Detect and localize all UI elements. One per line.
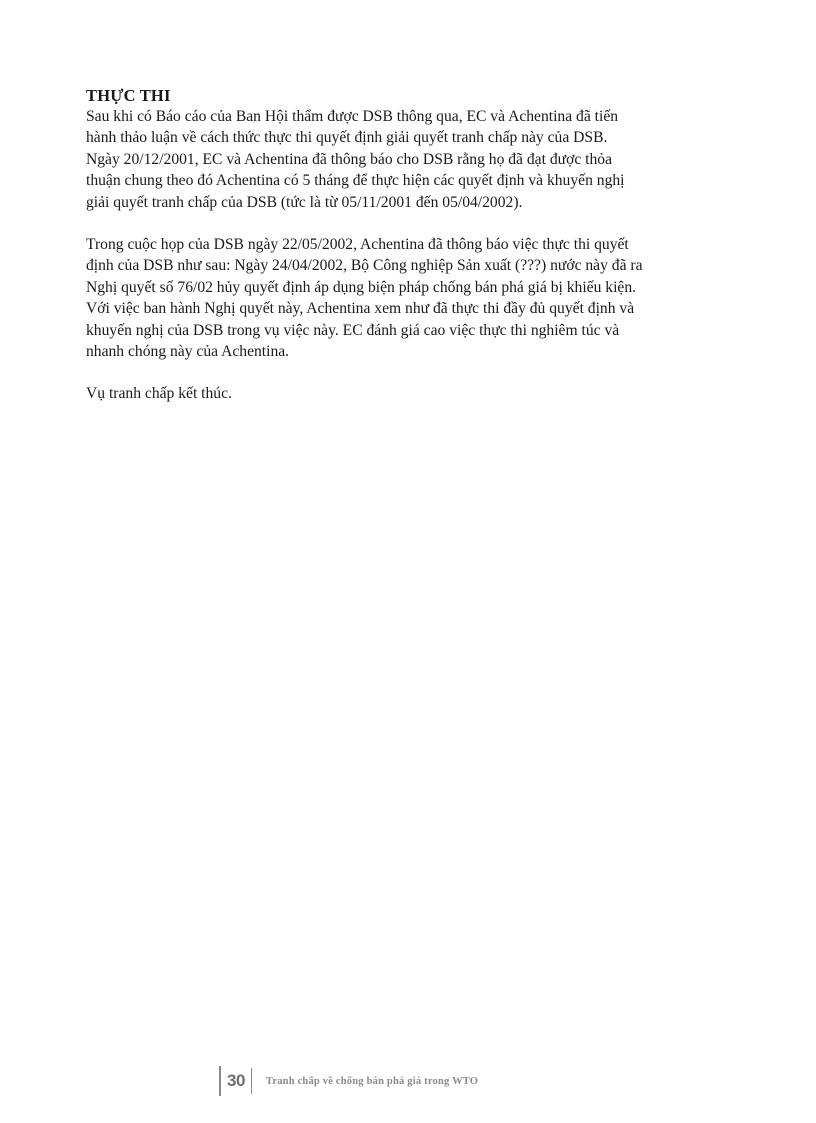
paragraph-line: Sau khi có Báo cáo của Ban Hội thẩm được DSB thông qua, EC và Achentina đã tiến [86,108,619,125]
paragraph-line: Vụ tranh chấp kết thúc. [86,385,232,403]
document-body [86,86,736,426]
paragraph-line: thuận chung theo đó Achentina có 5 tháng để thực hiện các quyết định và khuyến nghị [86,172,625,190]
paragraph-2 [86,234,736,362]
paragraph-line: giải quyết tranh chấp của DSB (tức là từ 05/11/2001 đến 05/04/2002). [86,193,523,211]
paragraph-line: định của DSB như sau: Ngày 24/04/2002, Bộ Công nghiệp Sản xuất (???) nước này đã ra [86,257,643,275]
paragraph-1 [86,106,736,213]
paragraph-line: Nghị quyết số 76/02 hủy quyết định áp dụng biện pháp chống bán phá giá bị khiếu kiện. [86,278,637,296]
page-number: 30 [227,1071,245,1090]
section-heading: THỰC THI [86,86,171,105]
paragraph-line: hành thảo luận về cách thức thực thi quyết định giải quyết tranh chấp này của DSB. [86,129,608,147]
paragraph-line: Trong cuộc họp của DSB ngày 22/05/2002, Achentina đã thông báo việc thực thi quyết [86,236,629,254]
paragraph-line: nhanh chóng này của Achentina. [86,343,290,361]
running-title: Tranh chấp về chống bán phá giá trong WTO [265,1075,479,1087]
paragraph-line: Với việc ban hành Nghị quyết này, Achentina xem như đã thực thi đầy đủ quyết định và [86,300,635,318]
paragraph-3 [86,383,736,404]
page-footer [219,1066,478,1096]
paragraph-line: khuyến nghị của DSB trong vụ việc này. EC đánh giá cao việc thực thi nghiêm túc và [86,321,620,339]
paragraph-line: Ngày 20/12/2001, EC và Achentina đã thông báo cho DSB rằng họ đã đạt được thỏa [86,150,612,168]
